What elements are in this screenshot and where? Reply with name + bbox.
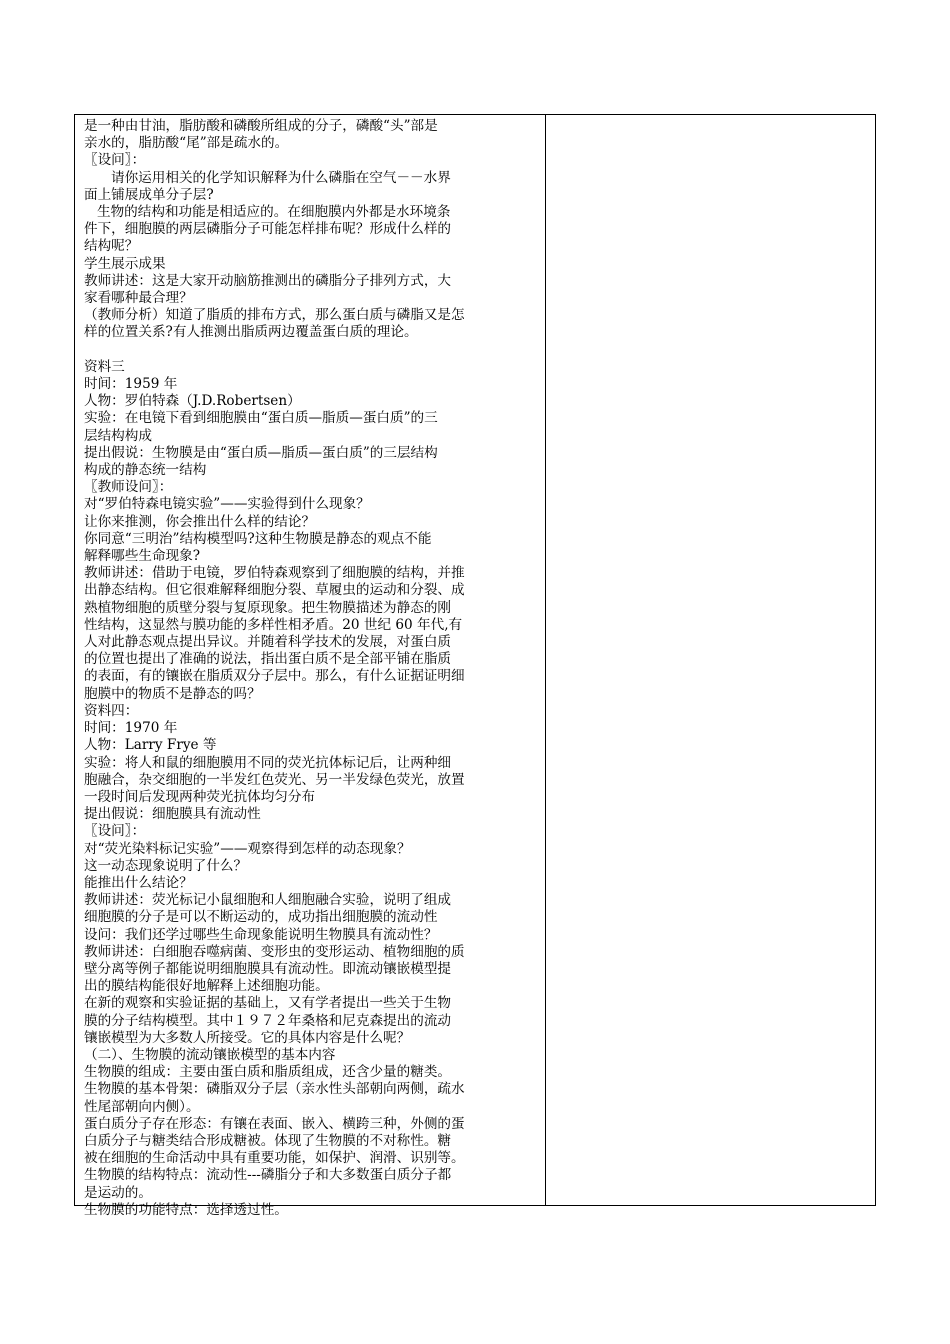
text-line: 的位置也提出了准确的说法，指出蛋白质不是全部平铺在脂质 xyxy=(84,651,452,668)
text-line: 生物的结构和功能是相适应的。在细胞膜内外都是水环境条 xyxy=(97,204,451,221)
content-column xyxy=(75,115,546,1218)
text-line: 〖设问〗： xyxy=(84,152,146,169)
text-line: 生物膜的功能特点：选择透过性。 xyxy=(84,1201,288,1218)
text-line: 教师讲述：白细胞吞噬病菌、变形虫的变形运动、植物细胞的质 xyxy=(84,943,465,960)
text-line: 教师讲述：荧光标记小鼠细胞和人细胞融合实验，说明了组成 xyxy=(84,892,452,909)
text-line: 学生展示成果 xyxy=(84,255,166,272)
text-line: 解释哪些生命现象? xyxy=(84,548,201,565)
text-line: 是运动的。 xyxy=(84,1184,152,1201)
text-line: 时间：1959 年 xyxy=(84,376,178,393)
text-line: 生物膜的组成：主要由蛋白质和脂质组成，还含少量的糖类。 xyxy=(84,1064,452,1081)
text-line: 资料三 xyxy=(84,358,125,375)
text-line: 让你来推测，你会推出什么样的结论？ xyxy=(84,513,316,530)
text-line: （教师分析）知道了脂质的排布方式，那么蛋白质与磷脂又是怎 xyxy=(84,307,465,324)
text-line: 对“荧光染料标记实验”——观察得到怎样的动态现象？ xyxy=(84,840,411,857)
text-line: 一段时间后发现两种荧光抗体均匀分布 xyxy=(84,788,316,805)
text-line: 提出假说：生物膜是由“蛋白质—脂质—蛋白质”的三层结构 xyxy=(84,444,438,461)
text-line: （二）、生物膜的流动镶嵌模型的基本内容 xyxy=(84,1046,336,1063)
text-line: 实验：将人和鼠的细胞膜用不同的荧光抗体标记后，让两种细 xyxy=(84,754,452,771)
text-line: 镶嵌模型为大多数人所接受。它的具体内容是什么呢？ xyxy=(84,1029,411,1046)
text-line: 能推出什么结论？ xyxy=(84,874,193,891)
text-line: 亲水的，脂肪酸“尾”部是疏水的。 xyxy=(84,135,289,152)
text-line xyxy=(84,342,541,359)
text-line: 细胞膜的分子是可以不断运动的，成功指出细胞膜的流动性 xyxy=(84,909,438,926)
text-line: 出静态结构。但它很难解释细胞分裂、草履虫的运动和分裂、成 xyxy=(84,582,465,599)
text-line: 人对此静态观点提出异议。并随着科学技术的发展，对蛋白质 xyxy=(84,634,452,651)
text-line: 样的位置关系?有人推测出脂质两边覆盖蛋白质的理论。 xyxy=(84,324,418,341)
text-line: 人物：罗伯特森（J.D.Robertsen） xyxy=(84,393,301,410)
text-line: 〖教师设问〗： xyxy=(84,479,173,496)
text-line: 构成的静态统一结构 xyxy=(84,462,207,479)
notes-column xyxy=(546,115,875,1205)
text-line: 胞膜中的物质不是静态的吗？ xyxy=(84,685,261,702)
lesson-table xyxy=(74,114,876,1218)
text-line: 这一动态现象说明了什么？ xyxy=(84,857,248,874)
text-line: 家看哪种最合理？ xyxy=(84,290,193,307)
text-line: 生物膜的结构特点：流动性---磷脂分子和大多数蛋白质分子都 xyxy=(84,1167,452,1184)
text-line: 是一种由甘油，脂肪酸和磷酸所组成的分子，磷酸“头”部是 xyxy=(84,118,438,134)
text-line: 生物膜的基本骨架：磷脂双分子层（亲水性头部朝向两侧，疏水 xyxy=(84,1081,465,1098)
text-line: 人物：Larry Frye 等 xyxy=(84,737,217,754)
text-line: 白质分子与糖类结合形成糖被。体现了生物膜的不对称性。糖 xyxy=(84,1132,452,1149)
text-line: 教师讲述：这是大家开动脑筋推测出的磷脂分子排列方式，大 xyxy=(84,272,452,289)
text-line: 〖设问〗： xyxy=(84,823,146,840)
text-line: 性尾部朝向内侧）。 xyxy=(84,1098,200,1115)
text-line: 胞融合，杂交细胞的一半发红色荧光、另一半发绿色荧光，放置 xyxy=(84,771,465,788)
text-line: 熟植物细胞的质壁分裂与复原现象。把生物膜描述为静态的刚 xyxy=(84,599,452,616)
text-line: 教师讲述：借助于电镜，罗伯特森观察到了细胞膜的结构，并推 xyxy=(84,565,465,582)
text-line: 时间：1970 年 xyxy=(84,720,178,737)
text-line: 提出假说：细胞膜具有流动性 xyxy=(84,806,261,823)
text-line: 你同意“三明治”结构模型吗?这种生物膜是静态的观点不能 xyxy=(84,530,432,547)
text-line: 在新的观察和实验证据的基础上，又有学者提出一些关于生物 xyxy=(84,995,452,1012)
text-line: 面上铺展成单分子层? xyxy=(84,186,214,203)
text-line: 对“罗伯特森电镜实验”——实验得到什么现象？ xyxy=(84,496,370,513)
text-line: 资料四： xyxy=(84,702,139,719)
text-line: 结构呢？ xyxy=(84,238,139,255)
text-line: 被在细胞的生命活动中具有重要功能，如保护、润滑、识别等。 xyxy=(84,1150,465,1167)
text-line: 件下，细胞膜的两层磷脂分子可能怎样排布呢？形成什么样的 xyxy=(84,221,452,238)
text-line: 膜的分子结构模型。其中１９７２年桑格和尼克森提出的流动 xyxy=(84,1012,452,1029)
text-line: 请你运用相关的化学知识解释为什么磷脂在空气－－水界 xyxy=(111,169,451,186)
text-line: 出的膜结构能很好地解释上述细胞功能。 xyxy=(84,978,329,995)
text-line: 层结构构成 xyxy=(84,427,152,444)
text-line: 蛋白质分子存在形态：有镶在表面、嵌入、横跨三种，外侧的蛋 xyxy=(84,1115,465,1132)
text-line: 壁分离等例子都能说明细胞膜具有流动性。即流动镶嵌模型提 xyxy=(84,960,452,977)
text-line: 设问：我们还学过哪些生命现象能说明生物膜具有流动性？ xyxy=(84,926,438,943)
text-line: 实验：在电镜下看到细胞膜由“蛋白质—脂质—蛋白质”的三 xyxy=(84,410,438,427)
text-line: 的表面，有的镶嵌在脂质双分子层中。那么，有什么证据证明细 xyxy=(84,668,465,685)
text-line: 性结构，这显然与膜功能的多样性相矛盾。20 世纪 60 年代,有 xyxy=(84,616,463,633)
